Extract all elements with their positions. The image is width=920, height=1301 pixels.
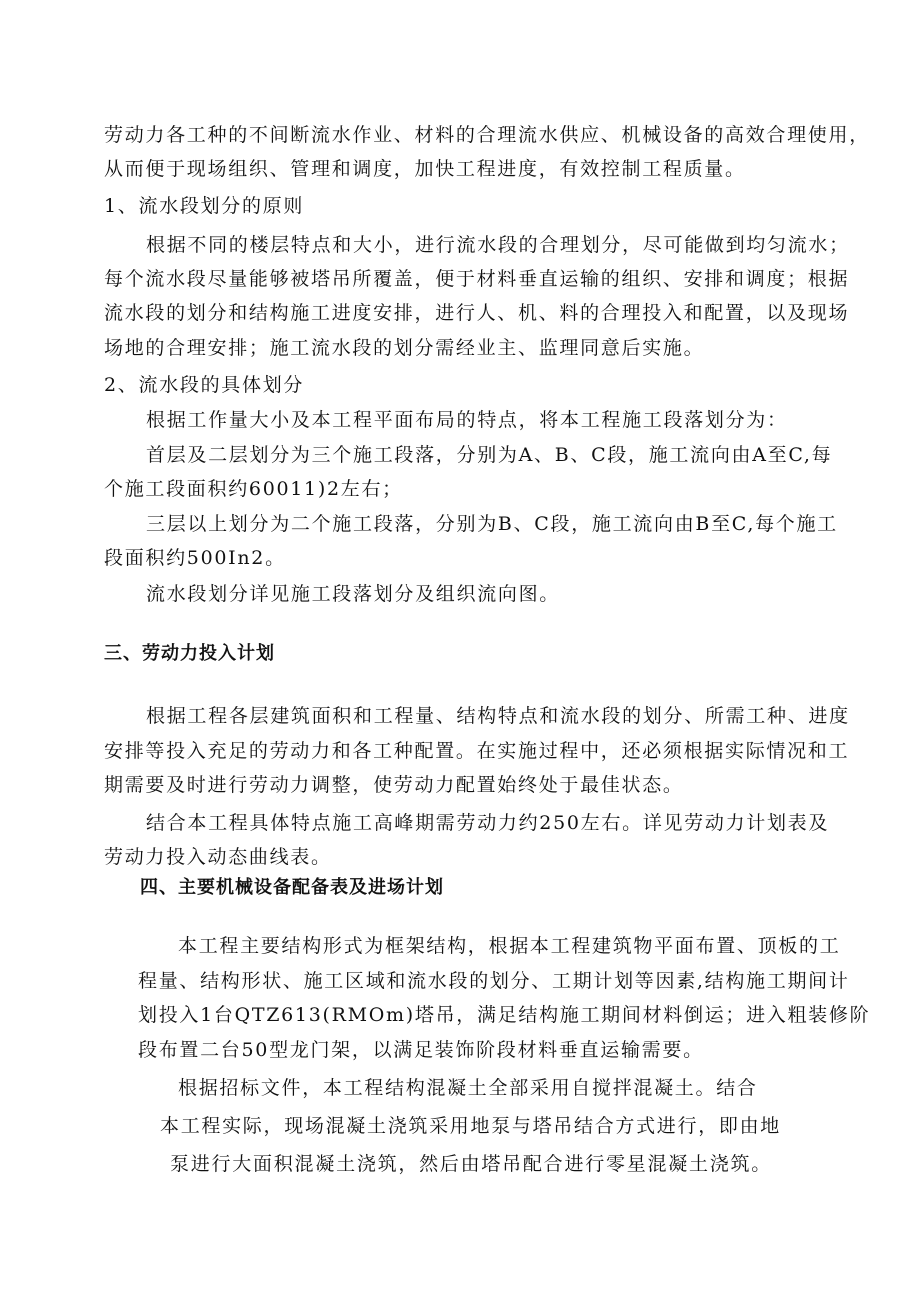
paragraph-line: 流水段的划分和结构施工进度安排，进行人、机、料的合理投入和配置，以及现场: [104, 302, 850, 324]
paragraph-line: 首层及二层划分为三个施工段落，分别为A、B、C段，施工流向由A至C,每: [146, 444, 833, 466]
section-title: 2、流水段的具体划分: [104, 374, 305, 396]
paragraph-line: 流水段划分详见施工段落划分及组织流向图。: [146, 583, 561, 605]
paragraph-line: 结合本工程具体特点施工高峰期需劳动力约250左右。详见劳动力计划表及: [146, 812, 830, 834]
paragraph-line: 根据不同的楼层特点和大小，进行流水段的合理划分，尽可能做到均匀流水；: [146, 234, 850, 256]
paragraph-line: 场地的合理安排；施工流水段的划分需经业主、监理同意后实施。: [104, 337, 705, 359]
section-heading: 三、劳动力投入计划: [104, 643, 275, 664]
paragraph-line: 劳动力投入动态曲线表。: [104, 846, 332, 868]
paragraph-line: 劳动力各工种的不间断流水作业、材料的合理流水供应、机械设备的高效合理使用，: [104, 124, 870, 146]
paragraph-line: 从而便于现场组织、管理和调度，加快工程进度，有效控制工程质量。: [104, 158, 746, 180]
paragraph-line: 个施工段面积约60011)2左右；: [104, 478, 403, 500]
paragraph-line: 期需要及时进行劳动力调整，使劳动力配置始终处于最佳状态。: [104, 774, 684, 796]
paragraph-line: 程量、结构形状、施工区域和流水段的划分、工期计划等因素,结构施工期间计: [138, 970, 850, 992]
paragraph-line: 段面积约500In2。: [104, 547, 286, 569]
paragraph-line: 泵进行大面积混凝土浇筑，然后由塔吊配合进行零星混凝土浇筑。: [170, 1153, 772, 1175]
paragraph-line: 根据工程各层建筑面积和工程量、结构特点和流水段的划分、所需工种、进度: [146, 705, 850, 727]
section-title: 1、流水段划分的原则: [104, 195, 305, 217]
paragraph-line: 安排等投入充足的劳动力和各工种配置。在实施过程中，还必须根据实际情况和工: [104, 740, 850, 762]
paragraph-line: 本工程实际，现场混凝土浇筑采用地泵与塔吊结合方式进行，即由地: [160, 1115, 782, 1137]
paragraph-line: 根据工作量大小及本工程平面布局的特点，将本工程施工段落划分为：: [146, 409, 788, 431]
paragraph-line: 每个流水段尽量能够被塔吊所覆盖，便于材料垂直运输的组织、安排和调度；根据: [104, 268, 850, 290]
paragraph-line: 根据招标文件，本工程结构混凝土全部采用自搅拌混凝土。结合: [178, 1077, 758, 1099]
paragraph-line: 段布置二台50型龙门架，以满足装饰阶段材料垂直运输需要。: [138, 1039, 704, 1061]
paragraph-line: 三层以上划分为二个施工段落，分别为B、C段，施工流向由B至C,每个施工: [146, 513, 838, 535]
section-heading: 四、主要机械设备配备表及进场计划: [140, 877, 444, 898]
paragraph-line: 划投入1台QTZ613(RMOm)塔吊，满足结构施工期间材料倒运；进入粗装修阶: [138, 1004, 871, 1026]
paragraph-line: 本工程主要结构形式为框架结构，根据本工程建筑物平面布置、顶板的工: [178, 935, 841, 957]
